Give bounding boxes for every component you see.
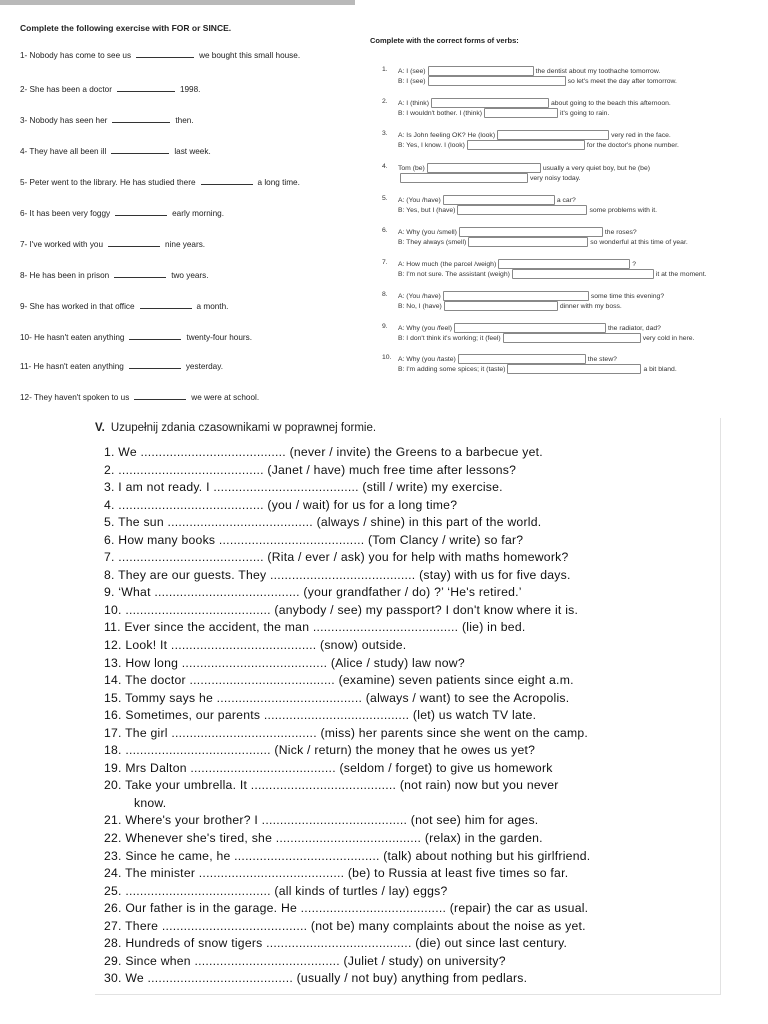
sentence-item: 24. The minister ........................................ (be) to Russia at least five times so far. <box>104 866 569 881</box>
for-since-item-start: 8- He has been in prison <box>20 271 110 280</box>
verb-prompt: B: I don't think it's working; it (feel) <box>398 334 501 342</box>
sentence-continuation: know. <box>134 795 167 810</box>
verb-item-line <box>398 301 622 311</box>
for-since-item-start: 4- They have all been ill <box>20 147 107 156</box>
sentence-item: 5. The sun ........................................ (always / shine) in this part of the world. <box>104 515 542 530</box>
sentence-item: 4. ........................................ (you / wait) for us for a long time? <box>104 497 458 512</box>
sentence-item: 8. They are our guests. They ........................................ (stay) with us for five days. <box>104 567 571 582</box>
for-since-item-end: early morning. <box>172 209 225 218</box>
verb-continuation: a car? <box>556 196 576 204</box>
sentence-item: 2. ........................................ (Janet / have) much free time after lessons? <box>104 462 517 477</box>
sentence-item: 19. Mrs Dalton ........................................ (seldom / forget) to give us homework <box>104 760 553 775</box>
section-v-sentences <box>104 444 709 988</box>
for-since-item <box>20 209 224 218</box>
sentence-item: 10. ........................................ (anybody / see) my passport? I don't know where it is. <box>104 602 579 617</box>
for-since-item <box>20 85 200 94</box>
verb-item-number: 1. <box>382 66 388 73</box>
for-since-item <box>20 116 194 125</box>
answer-box[interactable] <box>443 195 555 205</box>
verb-item-number: 10. <box>382 354 392 361</box>
sentence-item: 6. How many books ........................................ (Tom Clancy / write) so far? <box>104 532 524 547</box>
for-since-item-start: 2- She has been a doctor <box>20 85 112 94</box>
sentence-item: 17. The girl ........................................ (miss) her parents since she went on the camp. <box>104 725 589 740</box>
for-since-item-end: two years. <box>171 271 209 280</box>
sentence-item: 28. Hundreds of snow tigers ........................................ (die) out since last century. <box>104 936 568 951</box>
for-since-item-end: a month. <box>196 302 229 311</box>
for-since-item-end: twenty-four hours. <box>186 333 252 342</box>
verb-item-line <box>398 163 650 173</box>
for-since-item-start: 7- I've worked with you <box>20 240 104 249</box>
verb-forms-exercise <box>368 30 768 390</box>
answer-box[interactable] <box>400 173 528 183</box>
verb-continuation: about going to the beach this afternoon. <box>550 99 671 107</box>
verb-item-line <box>398 269 706 279</box>
verb-item-line <box>398 108 609 118</box>
answer-blank[interactable] <box>112 122 170 123</box>
sentence-item: 14. The doctor ........................................ (examine) seven patients since eight a.m. <box>104 673 574 688</box>
verb-item-line <box>398 140 679 150</box>
verb-continuation: the roses? <box>604 228 637 236</box>
sentence-item: 3. I am not ready. I ........................................ (still / write) my exercise. <box>104 480 503 495</box>
verb-continuation: very cold in here. <box>642 334 695 342</box>
verb-item-number: 2. <box>382 98 388 105</box>
for-since-title: Complete the following exercise with FOR or SINCE. <box>20 23 232 33</box>
verb-item-number: 3. <box>382 130 388 137</box>
for-since-item-start: 3- Nobody has seen her <box>20 116 108 125</box>
verb-prompt: A: I (think) <box>398 99 429 107</box>
verb-item-number: 6. <box>382 227 388 234</box>
for-since-item-end: then. <box>175 116 194 125</box>
answer-box[interactable] <box>507 364 641 374</box>
answer-blank[interactable] <box>111 153 169 154</box>
sentence-item: 26. Our father is in the garage. He ........................................ (repair) the car as usual. <box>104 901 589 916</box>
verb-item-line <box>398 76 677 86</box>
answer-box[interactable] <box>457 205 587 215</box>
top-scroll-edge <box>0 0 355 5</box>
verb-continuation: dinner with my boss. <box>559 302 622 310</box>
verb-prompt: B: I'm adding some spices; it (taste) <box>398 365 506 373</box>
for-since-item <box>20 302 228 311</box>
verb-item-line <box>398 333 694 343</box>
verb-continuation: so let's meet the day after tomorrow. <box>567 77 677 85</box>
for-since-item-start: 12- They haven't spoken to us <box>20 393 130 402</box>
verb-forms-title: Complete with the correct forms of verbs: <box>370 36 519 45</box>
for-since-item-start: 10- He hasn't eaten anything <box>20 333 125 342</box>
verb-item-line <box>398 195 576 205</box>
section-v-label: V. <box>95 422 105 434</box>
verb-prompt: A: (You /have) <box>398 196 441 204</box>
verb-continuation: so wonderful at this time of year. <box>590 238 688 246</box>
for-since-item-end: nine years. <box>165 240 206 249</box>
answer-box[interactable] <box>497 130 609 140</box>
answer-box[interactable] <box>443 291 589 301</box>
verb-continuation: the stew? <box>587 355 617 363</box>
verb-item-line <box>398 227 637 237</box>
answer-box[interactable] <box>428 76 566 86</box>
verb-item-line <box>398 364 677 374</box>
verb-prompt: B: Yes, but I (have) <box>398 206 456 214</box>
answer-box[interactable] <box>444 301 558 311</box>
answer-box[interactable] <box>468 237 588 247</box>
for-since-item-start: 1- Nobody has come to see us <box>20 51 132 60</box>
for-since-item-start: 6- It has been very foggy <box>20 209 111 218</box>
for-since-item-start: 9- She has worked in that office <box>20 302 135 311</box>
verb-continuation: the radiator, dad? <box>608 324 661 332</box>
verb-item-line <box>398 173 581 183</box>
verb-continuation: for the doctor's phone number. <box>586 141 679 149</box>
sentence-item: 29. Since when ........................................ (Juliet / study) on university? <box>104 953 506 968</box>
verb-continuation: usually a very quiet boy, but he (be) <box>542 164 651 172</box>
answer-blank[interactable] <box>108 246 160 247</box>
verb-prompt: A: Why (you /feel) <box>398 324 453 332</box>
answer-blank[interactable] <box>117 91 175 92</box>
answer-blank[interactable] <box>129 339 181 340</box>
sentence-item: 22. Whenever she's tired, she ........................................ (relax) in the garden. <box>104 831 543 846</box>
verb-prompt: A: Is John feeling OK? He (look) <box>398 131 496 139</box>
verb-prompt: B: I wouldn't bother. I (think) <box>398 109 483 117</box>
for-since-item <box>20 147 211 156</box>
verb-continuation: the dentist about my toothache tomorrow. <box>535 67 661 75</box>
verb-continuation: a bit bland. <box>643 365 677 373</box>
answer-blank[interactable] <box>136 57 194 58</box>
sentence-item: 1. We ........................................ (never / invite) the Greens to a barbecue yet. <box>104 445 543 459</box>
verb-item-line <box>398 291 664 301</box>
verb-continuation: very red in the face. <box>611 131 671 139</box>
verb-continuation: some problems with it. <box>589 206 658 214</box>
verb-item-number: 5. <box>382 195 388 202</box>
answer-box[interactable] <box>454 323 606 333</box>
verb-continuation: it's going to rain. <box>560 109 610 117</box>
sentence-item: 18. ........................................ (Nick / return) the money that he owes us yet? <box>104 743 536 758</box>
for-since-item <box>20 362 223 371</box>
answer-box[interactable] <box>427 163 541 173</box>
answer-box[interactable] <box>498 259 630 269</box>
verb-item-number: 4. <box>382 163 388 170</box>
section-v-title: Uzupełnij zdania czasownikami w poprawnej formie. <box>110 422 377 434</box>
sentence-item: 21. Where's your brother? I ........................................ (not see) him for ages. <box>104 813 539 828</box>
sentence-item: 9. ‘What ........................................ (your grandfather / do) ?’ ‘He's retired.’ <box>104 585 522 600</box>
answer-box[interactable] <box>459 227 603 237</box>
for-since-item <box>20 240 205 249</box>
verb-item-line <box>398 237 688 247</box>
sentence-item: 7. ........................................ (Rita / ever / ask) you for help with maths homework? <box>104 550 569 565</box>
answer-box[interactable] <box>484 108 558 118</box>
verb-prompt: A: Why (you /taste) <box>398 355 456 363</box>
verb-prompt: B: They always (smell) <box>398 238 467 246</box>
verb-prompt: A: I (see) <box>398 67 426 75</box>
verb-item-line <box>398 259 636 269</box>
verb-prompt: B: I (see) <box>398 77 426 85</box>
answer-box[interactable] <box>431 98 549 108</box>
verb-item-line <box>398 130 671 140</box>
answer-box[interactable] <box>458 354 586 364</box>
answer-blank[interactable] <box>140 308 192 309</box>
verb-continuation: ? <box>632 260 636 268</box>
verb-item-line <box>398 205 657 215</box>
sentence-item: 13. How long ........................................ (Alice / study) law now? <box>104 655 465 670</box>
answer-blank[interactable] <box>201 184 253 185</box>
sentence-item: 15. Tommy says he ........................................ (always / want) to see the Acropolis. <box>104 690 570 705</box>
verb-item-line <box>398 98 671 108</box>
sentence-item: 30. We ........................................ (usually / not buy) anything from pedlars. <box>104 971 528 986</box>
sentence-item: 12. Look! It ........................................ (snow) outside. <box>104 638 407 653</box>
answer-box[interactable] <box>512 269 654 279</box>
verb-item-line <box>398 323 661 333</box>
for-since-item-start: 11- He hasn't eaten anything <box>20 362 124 371</box>
sentence-item: 20. Take your umbrella. It ........................................ (not rain) now but you never <box>104 778 559 793</box>
verb-prompt: B: No, I (have) <box>398 302 442 310</box>
answer-box[interactable] <box>428 66 534 76</box>
for-since-item <box>20 178 300 187</box>
for-since-item-end: last week. <box>174 147 211 156</box>
verb-item-line <box>398 354 617 364</box>
for-since-item <box>20 393 259 402</box>
for-since-item-end: yesterday. <box>185 362 223 371</box>
verb-prompt: A: Why (you /smell) <box>398 228 457 236</box>
sentence-item: 25. ........................................ (all kinds of turtles / lay) eggs? <box>104 883 448 898</box>
for-since-item <box>20 271 209 280</box>
verb-item-number: 7. <box>382 259 388 266</box>
verb-continuation: very noisy today. <box>530 174 581 182</box>
answer-blank[interactable] <box>129 368 181 369</box>
for-since-item-end: we were at school. <box>191 393 260 402</box>
verb-item-number: 8. <box>382 291 388 298</box>
for-since-exercise <box>0 6 360 416</box>
verb-continuation: some time this evening? <box>590 292 665 300</box>
verb-item-line <box>398 66 660 76</box>
sentence-item: 23. Since he came, he ........................................ (talk) about nothing but his girlfriend. <box>104 848 591 863</box>
sentence-item: 27. There ........................................ (not be) many complaints about the noise as yet. <box>104 918 586 933</box>
verb-item-number: 9. <box>382 323 388 330</box>
answer-blank[interactable] <box>134 399 186 400</box>
for-since-item-start: 5- Peter went to the library. He has studied there <box>20 178 196 187</box>
for-since-item-end: we bought this small house. <box>199 51 301 60</box>
answer-box[interactable] <box>503 333 641 343</box>
verb-prompt: B: Yes, I know. I (look) <box>398 141 465 149</box>
answer-blank[interactable] <box>115 215 167 216</box>
verb-prompt: B: I'm not sure. The assistant (weigh) <box>398 270 510 278</box>
verb-continuation: it at the moment. <box>655 270 707 278</box>
sentence-item: 16. Sometimes, our parents ........................................ (let) us watch TV late. <box>104 708 537 723</box>
answer-box[interactable] <box>467 140 585 150</box>
verb-prompt: Tom (be) <box>398 164 425 172</box>
verb-prompt: A: How much (the parcel /weigh) <box>398 260 497 268</box>
verb-prompt: A: (You /have) <box>398 292 441 300</box>
section-v-heading <box>95 422 376 434</box>
for-since-item-end: a long time. <box>257 178 300 187</box>
answer-blank[interactable] <box>114 277 166 278</box>
for-since-item <box>20 51 300 60</box>
sentence-item: 11. Ever since the accident, the man ........................................ (lie) in bed. <box>104 620 526 635</box>
for-since-item <box>20 333 252 342</box>
for-since-item-end: 1998. <box>179 85 201 94</box>
section-v-exercise <box>95 418 721 995</box>
